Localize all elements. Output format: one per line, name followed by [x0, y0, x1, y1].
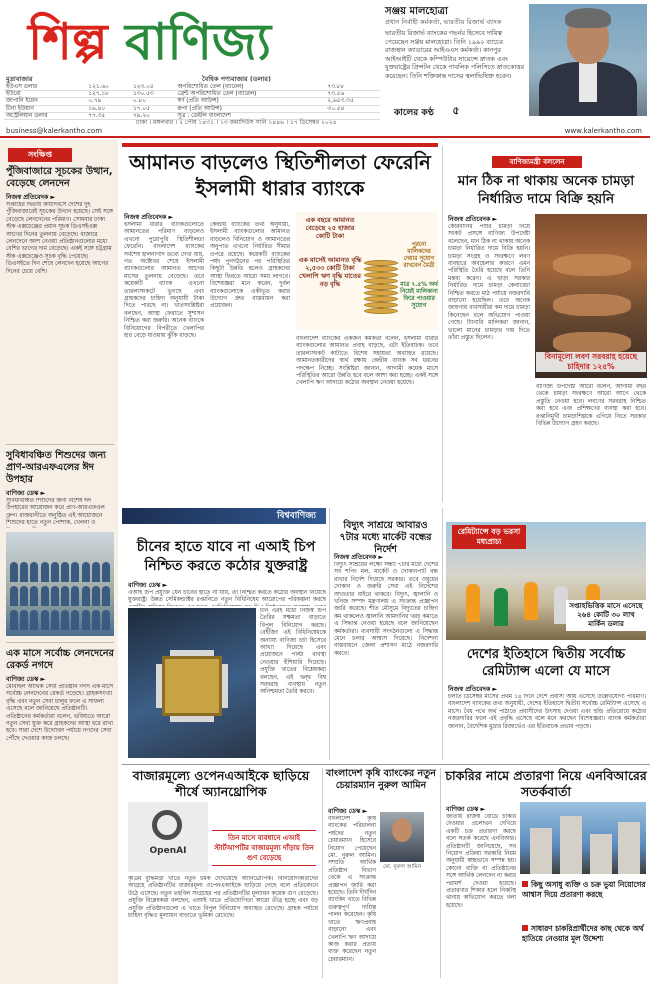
lead-infographic — [296, 212, 438, 330]
table-row: অস্ট্রেলিয়ান ডলার ৭৭.৩৫ ৭৯.২০ সূত্র : ডেইলি বাংলাদেশ — [4, 112, 380, 119]
issue-date-line: ঢাকা । মঙ্গলবার । ২ পৌষ ১৪৩১ । ১৩ জমাদিউস সানি ১৪৪৬ । ১৭ ডিসেম্বর ২০২৪ — [136, 119, 337, 126]
bullet-icon — [522, 881, 528, 887]
krishi-dateline: বাণিজ্য ডেস্ক ► — [328, 808, 368, 815]
featured-person-text: ভারতীয় রিজার্ভ ব্যাংকের গভর্নর হিসেবে দায়িত্ব পেয়েছেন সঞ্জয় মালহোত্রা। তিনি ১৯৯০ ব্যাচের রাজস্থান ক্যাডারের আইএএস কর্মকর্তা। কানপুর আইআইটি থেকে কম্পিউটার সায়েন্সে স্নাতক এবং যুক্তরাষ্ট্রের প্রিন্সটন থেকে পাবলিক পলিসিতে স্নাতকোত্তর করেছেন। তিনি শক্তিকান্ত দাসের স্থলাভিষিক্ত হবেন। — [385, 30, 525, 80]
column-divider — [322, 768, 323, 978]
lead-body-col3: বাংলাদেশ ব্যাংকের একজন কর্মকর্তা বলেন, ইসলামী ধারার ব্যাংকগুলোর আমানত প্রবাহ বাড়ছে, এটা ইতিবাচক। তবে তারল্যসংকট কাটাতে বিশেষ সহায়তা অব্যাহত রয়েছে। আমানতকারীদের স্বার্থ রক্ষায় কেন্দ্রীয় ব্যাংক সব ধরনের পদক্ষেপ নিচ্ছে। সংশ্লিষ্টরা জানান, আগামী কয়েক মাসে পরিস্থিতির আরো উন্নতি হবে বলে আশা করা হচ্ছে। একই সঙ্গে খেলাপি ঋণ আদায়ে কঠোর অবস্থান নেওয়া হয়েছে। — [296, 336, 438, 387]
openai-logo-photo — [128, 802, 208, 872]
featured-person-photo — [529, 4, 647, 116]
nbr-scam-headline[interactable]: চাকরির নামে প্রতারণা নিয়ে এনবিআরের সতর্কবার্তা — [445, 768, 647, 799]
lead-body-col1: ইসলামী ধারার ব্যাংকগুলোতে আমানতের পরিমাণ বাড়লেও এখনো পুরোপুরি স্থিতিশীলতা ফেরেনি। বাংলাদেশ ব্যাংকের সর্বশেষ হালনাগাদ তথ্যে দেখা যায়, গত অক্টোবর শেষে ইসলামী ব্যাংকগুলোর আমানত আগের মাসের তুলনায় বেড়েছে। তবে কয়েকটি ব্যাংক এখনো তারল্যসংকটে ভুগছে এবং গ্রাহকদের চাহিদা অনুযায়ী টাকা দিতে পারছে না। খাতসংশ্লিষ্টরা বলছেন, আস্থা ফেরাতে সুশাসন নিশ্চিত করা জরুরি। অনেক ব্যাংকে বিনিয়োগের বিপরীতে খেলাপির হার বেড়ে যাওয়ায় ঝুঁকি বাড়ছে। — [124, 222, 204, 340]
divider — [6, 642, 114, 643]
right-story-kicker: বাণিজ্যমন্ত্রী বললেন — [492, 156, 582, 168]
coin-stack-icon — [364, 218, 400, 318]
sidebar-dateline: নিজস্ব প্রতিবেদক ► — [6, 194, 56, 201]
sidebar-body-eid-gift: সুবিধাবঞ্চিত শিশুদের জন্য বিশেষ ঈদ উপহারের আয়োজন করে প্রাণ-আরএফএল গ্রুপ। রাজধানীতে অনুষ্ঠিত এই আয়োজনে শিশুদের হাতে নতুন পোশাক, খেলনা ও — [6, 498, 105, 527]
right-story-headline[interactable]: মান ঠিক না থাকায় অনেক চামড়া নির্ধারিত দামে বিক্রি হয়নি — [457, 173, 635, 207]
openai-pull-quote: তিন মাসে ব্যবধানে এআই স্টার্টআপটির বাজারমূল্য দাঁড়ায় তিন গুণ বেড়েছে — [212, 830, 316, 866]
nbr-building-photo — [520, 802, 646, 874]
nbr-bullet-1: কিছু অসাধু ব্যক্তি ও চক্র ভুয়া নিয়োগের আশ্বাস দিয়ে প্রতারণা করছে — [522, 880, 646, 899]
ai-chip-photo — [128, 608, 256, 758]
column-divider — [329, 508, 330, 760]
lead-top-rule — [122, 143, 438, 147]
masthead — [6, 4, 386, 70]
remittance-headline[interactable]: দেশের ইতিহাসে দ্বিতীয় সর্বোচ্চ রেমিট্যান্স এলো যে মাসে — [466, 647, 626, 679]
remittance-body: চলতি ডিসেম্বর মাসের প্রথম ১৪ দিনে দেশে প্রবাসী আয় এসেছে উল্লেখযোগ্য পরিমাণ। বাংলাদেশ ব্যাংকের তথ্য অনুযায়ী, দেশের ইতিহাসে দ্বিতীয় সর্বোচ্চ রেমিট্যান্স এসেছে এ মাসে। বৈধ পথে অর্থ পাঠাতে প্রবাসীদের উৎসাহ দেওয়া এবং হুন্ডি প্রতিরোধে কঠোর নজরদারির ফলে এই প্রবৃদ্ধি এসেছে বলে মনে করছেন বিশেষজ্ঞরা। ব্যাংক কর্মকর্তারা জানান, বৈদেশিক মুদ্রার রিজার্ভেও এর ইতিবাচক প্রভাব পড়ছে। — [448, 694, 646, 730]
newspaper-section-logo: শিল্প বাণিজ্য — [28, 12, 272, 71]
krishi-bank-headline[interactable]: বাংলাদেশ কৃষি ব্যাংকের নতুন চেয়ারম্যান নুরুল আমিন — [326, 768, 436, 791]
column-divider — [442, 146, 443, 502]
sidebar-headline-eid-gift[interactable]: সুবিধাবঞ্চিত শিশুদের জন্য প্রাণ-আরএফএলের ঈদ উপহার — [6, 450, 106, 485]
sidebar-dateline: বাণিজ্য ডেস্ক ► — [6, 676, 46, 683]
right-story-body1: কোরবানির পশুর চামড়া নিয়ে সংকট প্রসঙ্গে বাণিজ্য উপদেষ্টা বলেছেন, মান ঠিক না থাকায় অনেক চামড়া নির্ধারিত দামে বিক্রি হয়নি। চামড়া সংগ্রহ ও সংরক্ষণে লবণ ব্যবহারে অবহেলার কারণে এমন পরিস্থিতি তৈরি হয়েছে বলে তিনি মন্তব্য করেন। এ ছাড়া সরকার নির্ধারিত দামে চামড়া কেনাবেচা নিশ্চিত করতে মাঠ পর্যায়ে নজরদারি বাড়ানো হয়েছিল। তবে অনেক জায়গায় ব্যবসায়ীরা কম দামে চামড়া কিনেছেন বলে অভিযোগ পাওয়া গেছে। ট্যানারি মালিকরা জানান, ভালো মানের চামড়ার দাম দিতে তাঁরা প্রস্তুত ছিলেন। — [448, 224, 530, 342]
currency-market-label: মুদ্রাবাজার — [6, 75, 33, 83]
nbr-body: জাতীয় রাজস্ব বোর্ডে চাকরি দেওয়ার প্রলোভন দেখিয়ে একটি চক্র প্রতারণা করছে বলে সতর্ক করেছে এনবিআর। প্রতিষ্ঠানটি জানিয়েছে, সব নিয়োগ প্রক্রিয়া সরকারি নিয়ম অনুযায়ী স্বচ্ছভাবে সম্পন্ন হয়। কোনো ব্যক্তি বা প্রতিষ্ঠানের সঙ্গে আর্থিক লেনদেন না করার পরামর্শ দেওয়া হয়েছে। প্রতারণার শিকার হলে নিকটস্থ থানায় অভিযোগ করতে বলা হয়েছে। — [446, 814, 516, 909]
infographic-share: মাত্র ৭.৫% অর্থ নিয়েই মালিকানা ফিরে পাওয়ার সুযোগ — [400, 282, 438, 309]
chairman-portrait — [380, 812, 424, 862]
chairman-caption: মো. নুরুল আমিন — [382, 864, 422, 870]
world-dateline: বাণিজ্য ডেস্ক ► — [128, 582, 168, 589]
contact-email-link[interactable]: business@kalerkantho.com — [6, 127, 103, 135]
openai-headline[interactable]: বাজারমূল্যে ওপেনএআইকে ছাড়িয়ে শীর্ষে অ্যানথ্রোপিক — [132, 768, 310, 799]
newspaper-brand: কালের কণ্ঠ — [394, 108, 434, 118]
world-trade-headline[interactable]: চীনের হাতে যাবে না এআই চিপ নিশ্চিত করতে কঠোর যুক্তরাষ্ট্র — [136, 539, 316, 574]
header-divider — [0, 136, 650, 138]
right-story-dateline: নিজস্ব প্রতিবেদক ► — [448, 216, 498, 223]
sidebar-headline-nagad[interactable]: এক মাসে সর্বোচ্চ লেনদেনের রেকর্ড নগদে — [6, 648, 114, 671]
lead-dateline: নিজস্ব প্রতিবেদক ► — [124, 214, 174, 221]
page-number: ৫ — [452, 104, 460, 117]
table-row: ইউরো ১২৭.১৮ ১৩০.৫৩ ব্রেন্ট অপরিশোধিত তেল (ব্যারেল) ৭৩.৫৬ — [4, 91, 380, 98]
sidebar-headline-stock[interactable]: পুঁজিবাজারে সূচকের উত্থান, বেড়েছে লেনদেন — [6, 166, 113, 189]
nbr-dateline: বাণিজ্য ডেস্ক ► — [446, 806, 486, 813]
brief-news-sidebar — [0, 140, 118, 984]
world-body-side: চীন এরই মধ্যে নিজস্ব চিপ তৈরির সক্ষমতা বাড়াতে বিপুল বিনিয়োগ করছে। বেইজিং এই বিধিনিষেধকে অন্যায্য বাণিজ্য চর্চা হিসেবে আখ্যা দিয়েছে এবং প্রয়োজনে পাল্টা ব্যবস্থা নেওয়ার হুঁশিয়ারি দিয়েছে। প্রযুক্তি খাতের বিশ্লেষকরা বলছেন, এই দ্বন্দ্ব বিশ্ব সরবরাহ ব্যবস্থায় নতুন অনিশ্চয়তা তৈরি করবে। — [260, 608, 326, 696]
column-divider — [440, 768, 441, 978]
infographic-deposit-month: এক মাসেই আমানত বৃদ্ধি ২,৫৩৩ কোটি টাকা খেলাপি ঋণ বৃদ্ধি যাতের বড় বৃদ্ধি — [298, 256, 362, 288]
openai-body: কৃত্রিম বুদ্ধিমত্তা খাতে নতুন চমক দেখিয়েছে অ্যানথ্রোপিক। বিনিয়োগকারীদের আগ্রহে প্রতিষ্ঠানটির বাজারমূল্য ওপেনএআইকে ছাড়িয়ে গেছে বলে প্রতিবেদনে উঠে এসেছে। নতুন তহবিল সংগ্রহের পর প্রতিষ্ঠানটির মূল্যায়ন কয়েক গুণ বেড়েছে। প্রযুক্তি বিশ্লেষকরা বলছেন, এআই খাতে প্রতিযোগিতা আরো তীব্র হচ্ছে এবং বড় প্রযুক্তি প্রতিষ্ঠানগুলো এ খাতে বিপুল বিনিয়োগ অব্যাহত রেখেছে। গ্রাহক পর্যায়ে চাহিদা বৃদ্ধিও মূল্যায়ন বাড়াতে ভূমিকা রেখেছে। — [128, 876, 318, 920]
featured-person-role: প্রধান নির্বাহী কর্মকর্তা, ভারতীয় রিজার্ভ ব্যাংক — [385, 18, 502, 26]
lead-body-col2: কেন্দ্রীয় ব্যাংকের তথ্য অনুযায়ী, ইসলামী ব্যাংকগুলোর আমানত বাড়লেও বিনিয়োগ ও আমানতের অনুপাত এখনো নির্ধারিত সীমার ওপরে রয়েছে। কয়েকটি ব্যাংকের পর্ষদ পুনর্গঠনের পর পরিস্থিতির কিছুটা উন্নতি হলেও গ্রাহকদের আস্থা ফিরতে আরো সময় লাগবে। বিশেষজ্ঞরা মনে করেন, দুর্বল ব্যাংকগুলোকে একীভূত করার উদ্যোগ দ্রুত বাস্তবায়ন করা প্রয়োজন। — [210, 222, 290, 310]
infographic-owners: পুরনো মালিকদের দেয়ার সুযোগ রাখবেন মৈত্রী — [403, 242, 435, 269]
children-group-photo — [6, 532, 114, 636]
column-divider — [442, 508, 443, 760]
nbr-bullet-2: সাধারণ চাকরিপ্রার্থীদের কাছ থেকে অর্থ হাতিয়ে নেওয়ার মূল উদ্দেশ্য — [522, 924, 644, 943]
commodity-market-label: বৈশ্বিক পণ্যবাজার (ডলার) — [202, 75, 271, 83]
featured-person-name: সঞ্জয় মালহোত্রা — [385, 6, 448, 17]
divider — [6, 444, 114, 445]
divider — [122, 764, 650, 765]
sidebar-dateline: বাণিজ্য ডেস্ক ► — [6, 490, 46, 497]
krishi-body: বাংলাদেশ কৃষি ব্যাংকের পরিচালনা পর্ষদের নতুন চেয়ারম্যান হিসেবে নিয়োগ পেয়েছেন মো. নুরুল আমিন। সম্প্রতি আর্থিক প্রতিষ্ঠান বিভাগ থেকে এ সংক্রান্ত প্রজ্ঞাপন জারি করা হয়েছে। তিনি দীর্ঘদিন ব্যাংকিং খাতে বিভিন্ন গুরুত্বপূর্ণ দায়িত্ব পালন করেছেন। কৃষি খাতে ঋণপ্রবাহ বাড়ানো এবং খেলাপি ঋণ আদায়ে কাজ করার প্রত্যয় ব্যক্ত করেছেন নতুন চেয়ারম্যান। — [328, 816, 376, 963]
lead-headline[interactable]: আমানত বাড়লেও স্থিতিশীলতা ফেরেনি ইসলামী ধারার ব্যাংকে — [129, 151, 431, 200]
table-row: ইউএস ডলার ১২১.৬০ ১২৩.০৫ অপরিশোধিত তেল (ব্যারেল) ৭৩.৮৮ — [4, 84, 380, 91]
remittance-photo-tag: রেমিট্যান্সে বড় ভরসা মধ্যপ্রাচ্য — [452, 525, 526, 549]
market-rates-panel — [0, 74, 380, 119]
world-trade-banner: বিশ্ববাণিজ্য — [122, 508, 326, 524]
remittance-dateline: নিজস্ব প্রতিবেদক ► — [448, 686, 498, 693]
openai-logo-icon — [152, 810, 182, 840]
openai-wordmark: OpenAI — [149, 846, 187, 856]
website-link[interactable]: www.kalerkantho.com — [564, 127, 642, 135]
table-row: জাপানি ইয়েন ০.৭৯ ০.৮০ স্বর্ণ (প্রতি আউন্স) ২,৬৫৩.৩৫ — [4, 98, 380, 105]
leather-photo-caption: বিনামূল্যে লবণ সরবরাহ হয়েছে চাহিদার ১২৫% — [536, 352, 646, 372]
market-rates-table — [4, 84, 380, 120]
sidebar-body-nagad: মোবাইল আর্থিক সেবা প্রতিষ্ঠান নগদ এক মাসে সর্বোচ্চ লেনদেনের রেকর্ড গড়েছে। গ্রাহকসংখ্যা বৃদ্ধি এবং নতুন সেবা চালুর ফলে এ সাফল্য এসেছে বলে জানিয়েছে প্রতিষ্ঠানটি। প্রতিষ্ঠানের কর্মকর্তারা বলেন, ভবিষ্যতে আরো নতুন সেবা যুক্ত করে গ্রাহকদের আস্থা ধরে রাখা হবে। সারা দেশে উদ্যোক্তা পর্যায়ে নগদের সেবা পৌঁছে দেওয়ার কাজ চলছে। — [6, 684, 113, 742]
featured-person-box — [385, 4, 647, 116]
infographic-deposit-year: এক বছরে আমানত বেড়েছে ২৫ হাজার কোটি টাকা — [305, 216, 355, 240]
sidebar-title: সংক্ষিপ্ত — [8, 148, 72, 162]
remittance-highlight: সপ্তাহভিত্তিক মাসে এসেছে ২৬৪ কোটি ৩০ লাখ মার্কিন ডলার — [566, 600, 646, 631]
sidebar-body-stock: সপ্তাহের দ্বিতীয় কার্যদিবসে দেশের দুই পুঁজিবাজারেই সূচকের উত্থান হয়েছে। সেই সঙ্গে বেড়েছে লেনদেনের পরিমাণ। সোমবার ঢাকা স্টক এক্সচেঞ্জের প্রধান সূচক ডিএসইএক্স আগের দিনের তুলনায় বেড়েছে। বাজারে লেনদেনে অংশ নেওয়া প্রতিষ্ঠানগুলোর মধ্যে বেশির ভাগের দাম বেড়েছে। একই সঙ্গে চট্টগ্রাম স্টক এক্সচেঞ্জেও সূচক বৃদ্ধি পেয়েছে। ডিএসইতে দিন শেষে লেনদেন হয়েছে আগের দিনের চেয়ে বেশি। — [6, 202, 113, 275]
table-row: চীনা ইউয়ান ১৬.৪০ ১৭.০৫ রুপা (প্রতি আউন্স) ৩০.৫৪ — [4, 105, 380, 112]
power-saving-headline[interactable]: বিদ্যুৎ সাশ্রয়ে আবারও ৭টার মধ্যে মার্কেট বন্ধের নির্দেশ — [339, 520, 432, 555]
power-body: বিদ্যুৎ সাশ্রয়ের লক্ষ্যে সন্ধ্যা ৭টার মধ্যে দেশের সব শপিং মল, মার্কেট ও দোকানপাট বন্ধ রাখার নির্দেশ দিয়েছে সরকার। তবে ওষুধের দোকান ও জরুরি সেবা এই নির্দেশের আওতার বাইরে থাকবে। বিদ্যুৎ, জ্বালানি ও খনিজ সম্পদ মন্ত্রণালয় এ সংক্রান্ত প্রজ্ঞাপন জারি করেছে। শীত মৌসুমে বিদ্যুতের চাহিদা কম থাকলেও জ্বালানি আমদানির খরচ কমাতে এ সিদ্ধান্ত নেওয়া হয়েছে বলে জানিয়েছেন কর্মকর্তারা। ব্যবসায়ী সংগঠনগুলো এ সিদ্ধান্ত মেনে চলার আশ্বাস দিয়েছে। নির্দেশনা বাস্তবায়নে জেলা প্রশাসন মাঠে নজরদারি করবে। — [334, 562, 438, 657]
bullet-icon — [522, 925, 528, 931]
power-dateline: নিজস্ব প্রতিবেদক ► — [334, 554, 384, 561]
world-body-intro: এআই চিপ প্রযুক্তি যেন চীনের হাতে না যায়, তা নিশ্চিত করতে কঠোর অবস্থান নিয়েছে যুক্তরাষ্ট্র। উন্নত সেমিকন্ডাক্টর রপ্তানিতে নতুন বিধিনিষেধ আরোপের পরিকল্পনা করছে — [128, 590, 326, 604]
right-story-body2: বাণিজ্য উপদেষ্টা আরো বলেন, আগামী বছর থেকে চামড়া সংরক্ষণে আরো আগে থেকে প্রস্তুতি নেওয়া হবে। লবণের সরবরাহ নিশ্চিত করা হবে এবং প্রশিক্ষণের ব্যবস্থা করা হবে। রপ্তানিমুখী চামড়াশিল্পকে এগিয়ে নিতে সরকার বিভিন্ন উদ্যোগ গ্রহণ করছে। — [536, 384, 646, 428]
